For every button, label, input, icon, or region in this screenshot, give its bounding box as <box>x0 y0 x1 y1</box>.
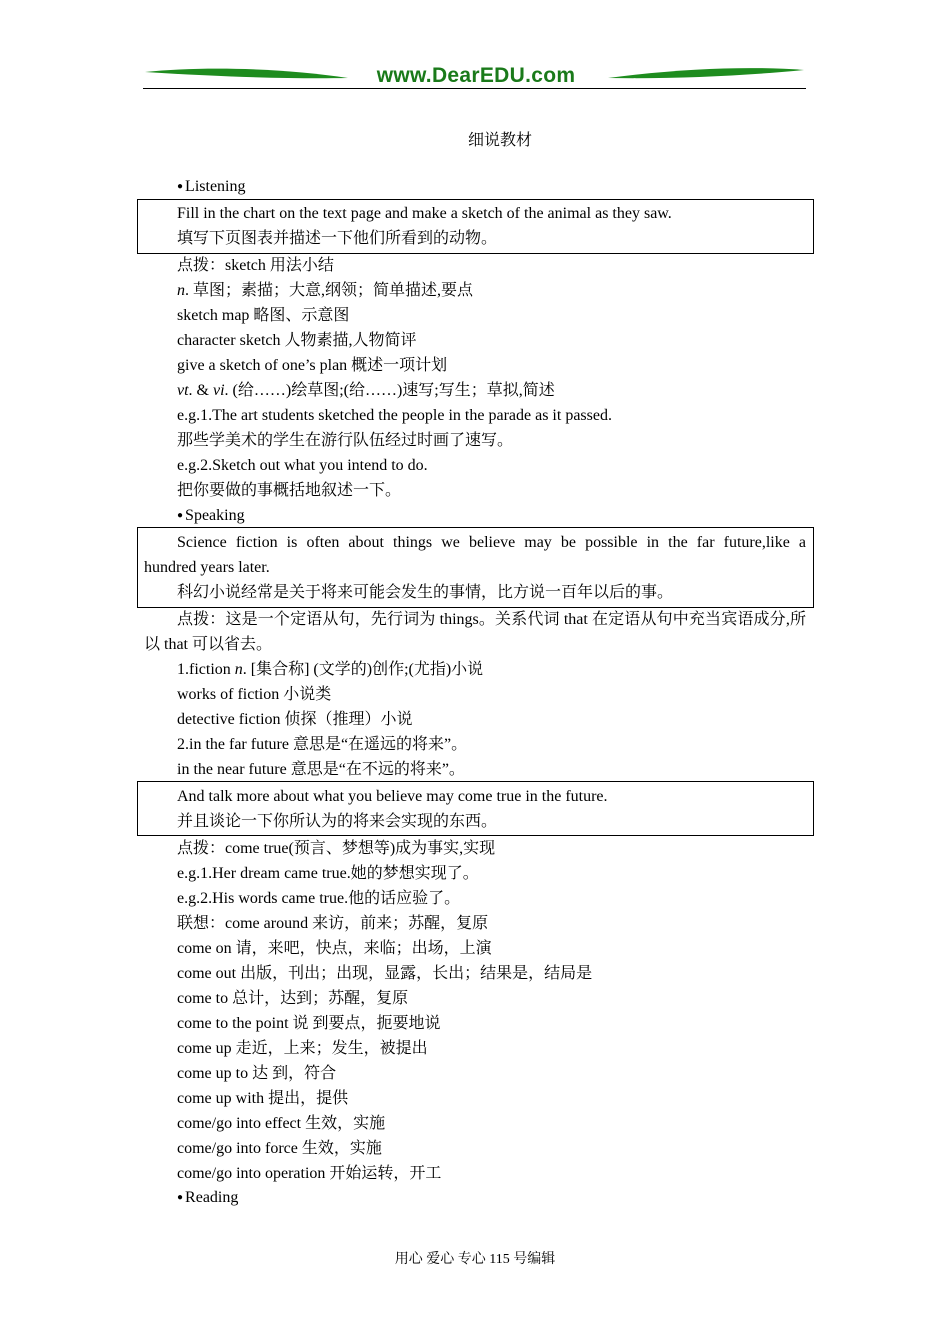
bullet-icon: ● <box>177 181 184 192</box>
bullet-icon: ● <box>177 1192 184 1203</box>
come-note-2: e.g.2.His words came true.他的话应验了。 <box>177 890 461 907</box>
fiction-note-4: in the near future 意思是“在不远的将来”。 <box>177 761 465 778</box>
sketch-note-0: 点拨：sketch 用法小结 <box>177 257 334 274</box>
speaking-en-line2: hundred years later. <box>144 559 270 576</box>
come-note-7: come to the point 说 到要点，扼要地说 <box>177 1015 441 1032</box>
come-note-3: 联想：come around 来访，前来；苏醒，复原 <box>177 915 489 932</box>
come-note-4: come on 请，来吧，快点，来临；出场，上演 <box>177 940 492 957</box>
page-footer: 用心 爱心 专心 115 号编辑 <box>394 1252 556 1267</box>
site-logo[interactable]: www.DearEDU.com <box>376 64 576 87</box>
come-note-12: come/go into force 生效，实施 <box>177 1140 382 1157</box>
come-note-5: come out 出版，刊出；出现，显露，长出；结果是，结局是 <box>177 965 593 982</box>
bullet-icon: ● <box>177 510 184 521</box>
section-listening: ● Listening <box>177 178 246 195</box>
come-note-0: 点拨：come true(预言、梦想等)成为事实,实现 <box>177 840 496 857</box>
section-reading: ● Reading <box>177 1189 239 1206</box>
sketch-note-4: give a sketch of one’s plan 概述一项计划 <box>177 357 448 374</box>
page-title: 细说教材 <box>467 132 532 149</box>
listening-zh: 填写下页图表并描述一下他们所看到的动物。 <box>177 230 498 247</box>
speaking-zh: 科幻小说经常是关于将来可能会发生的事情，比方说一百年以后的事。 <box>177 584 674 601</box>
sketch-note-5: vt. & vi. (给……)绘草图;(给……)速写;写生；草拟,简述 <box>177 382 555 399</box>
fiction-note-0: 1.fiction n. [集合称] (文学的)创作;(尤指)小说 <box>177 661 484 678</box>
sketch-note-7: 那些学美术的学生在游行队伍经过时画了速写。 <box>177 432 514 449</box>
fiction-note-p1-line2: 以 that 可以省去。 <box>144 636 272 653</box>
header-banner <box>143 62 806 92</box>
listening-en: Fill in the chart on the text page and make a sketch of the animal as they saw. <box>177 205 672 222</box>
fiction-note-2: detective fiction 侦探（推理）小说 <box>177 711 413 728</box>
future-zh: 并且谈论一下你所认为的将来会实现的东西。 <box>177 813 498 830</box>
come-note-6: come to 总计，达到；苏醒，复原 <box>177 990 409 1007</box>
fiction-note-1: works of fiction 小说类 <box>177 686 332 703</box>
fiction-note-p1-line1: 点拨：这是一个定语从句，先行词为 things。关系代词 that 在定语从句中充当宾语成分,所 <box>177 611 806 628</box>
come-note-9: come up to 达 到，符合 <box>177 1065 337 1082</box>
sketch-note-6: e.g.1.The art students sketched the people in the parade as it passed. <box>177 407 612 424</box>
future-en: And talk more about what you believe may come true in the future. <box>177 788 608 805</box>
come-note-11: come/go into effect 生效，实施 <box>177 1115 386 1132</box>
sketch-note-2: sketch map 略图、示意图 <box>177 307 350 324</box>
fiction-note-3: 2.in the far future 意思是“在遥远的将来”。 <box>177 736 468 753</box>
come-note-13: come/go into operation 开始运转，开工 <box>177 1165 442 1182</box>
come-note-10: come up with 提出，提供 <box>177 1090 349 1107</box>
speaking-en-line1: Science fiction is often about things we believe may be possible in the far future,like a <box>177 534 806 551</box>
header-rule <box>143 88 806 89</box>
sketch-note-8: e.g.2.Sketch out what you intend to do. <box>177 457 428 474</box>
come-note-8: come up 走近，上来；发生，被提出 <box>177 1040 428 1057</box>
section-speaking: ● Speaking <box>177 507 245 524</box>
sketch-note-9: 把你要做的事概括地叙述一下。 <box>177 482 402 499</box>
sketch-note-1: n. 草图；素描；大意,纲领；简单描述,要点 <box>177 282 474 299</box>
sketch-note-3: character sketch 人物素描,人物简评 <box>177 332 417 349</box>
come-note-1: e.g.1.Her dream came true.她的梦想实现了。 <box>177 865 479 882</box>
